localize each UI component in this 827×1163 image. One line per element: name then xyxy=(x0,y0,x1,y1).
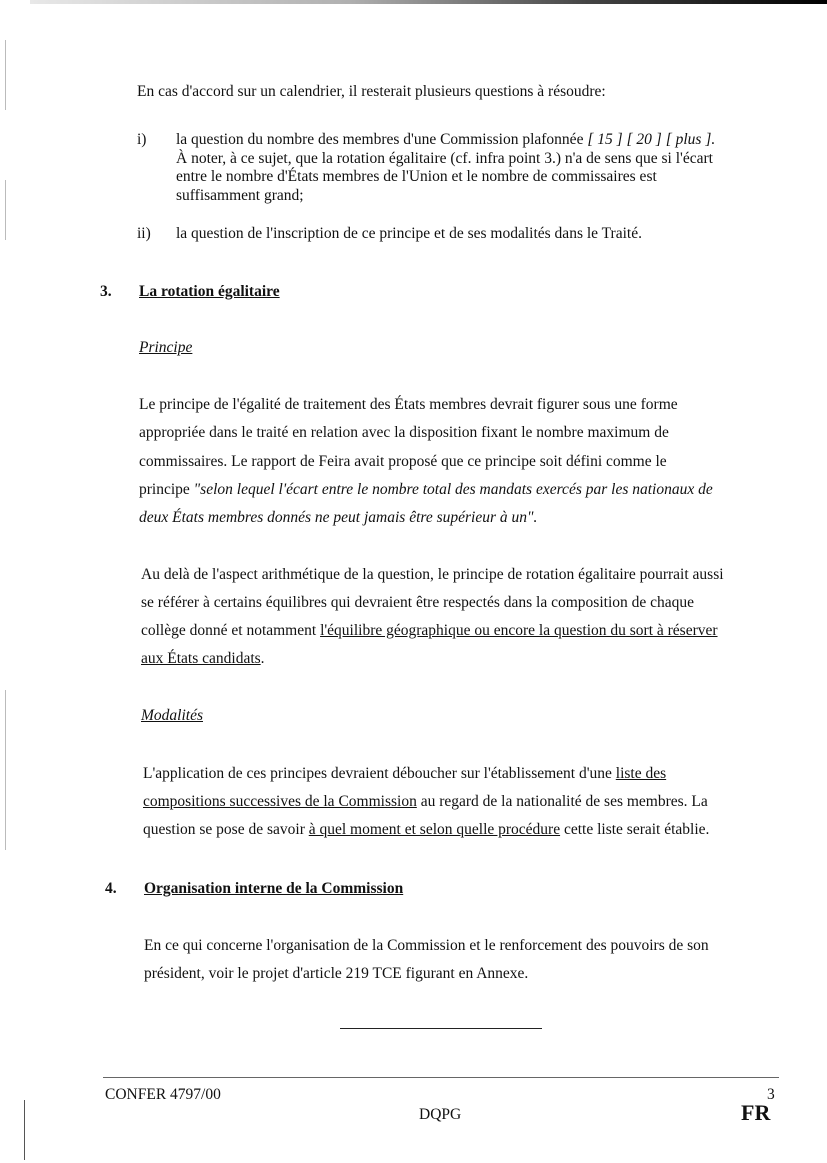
item-line: À noter, à ce sujet, que la rotation égalitaire (cf. infra point 3.) n'a de sens que si l'écart xyxy=(176,150,713,167)
paragraph-line: appropriée dans le traité en relation avec la disposition fixant le nombre maximum de xyxy=(139,424,669,441)
item-line: entre le nombre d'États membres de l'Union et le nombre de commissaires est xyxy=(176,168,657,185)
paragraph-line: En ce qui concerne l'organisation de la Commission et le renforcement des pouvoirs de son xyxy=(144,937,709,954)
paragraph-line: commissaires. Le rapport de Feira avait proposé que ce principe soit défini comme le xyxy=(139,453,667,470)
item-marker: i) xyxy=(137,131,147,148)
footer-directorate: DQPG xyxy=(419,1106,462,1123)
section-number: 4. xyxy=(105,880,117,897)
paragraph-line: compositions successives de la Commission au regard de la nationalité de ses membres. La xyxy=(143,793,708,810)
paragraph-line: président, voir le projet d'article 219 TCE figurant en Annexe. xyxy=(144,965,529,982)
underlined-phrase: aux États candidats xyxy=(141,650,261,667)
underlined-phrase: à quel moment et selon quelle procédure xyxy=(308,821,561,838)
paragraph-line: collège donné et notamment l'équilibre géographique ou encore la question du sort à réserver xyxy=(141,622,718,639)
subheading-principe: Principe xyxy=(139,339,193,356)
subheading-modalites: Modalités xyxy=(141,707,203,724)
quoted-definition: deux États membres donnés ne peut jamais être supérieur à un". xyxy=(139,509,538,526)
scan-edge-mark xyxy=(5,180,6,240)
top-scan-rule xyxy=(30,0,827,4)
footer-reference: CONFER 4797/00 xyxy=(105,1086,221,1103)
section-number: 3. xyxy=(100,283,112,300)
scan-edge-mark xyxy=(24,1100,25,1160)
intro-text: En cas d'accord sur un calendrier, il resterait plusieurs questions à résoudre: xyxy=(137,83,606,100)
footer-rule xyxy=(103,1077,779,1078)
item-options: [ 15 ] [ 20 ] [ plus ]. xyxy=(587,131,716,148)
item-line: suffisamment grand; xyxy=(176,187,304,204)
language-code: FR xyxy=(741,1100,771,1125)
paragraph-line: Au delà de l'aspect arithmétique de la question, le principe de rotation égalitaire pourrait aussi xyxy=(141,566,724,583)
scan-edge-mark xyxy=(5,40,6,110)
underlined-phrase: compositions successives de la Commission xyxy=(143,793,417,810)
paragraph-line: L'application de ces principes devraient déboucher sur l'établissement d'une liste des xyxy=(143,765,667,782)
item-marker: ii) xyxy=(137,225,151,242)
paragraph-line: se référer à certains équilibres qui devraient être respectés dans la composition de chaque xyxy=(141,594,695,611)
section-title: La rotation égalitaire xyxy=(139,283,280,300)
scan-edge-mark xyxy=(5,690,6,850)
underlined-phrase: liste des xyxy=(615,765,667,782)
item-line: la question du nombre des membres d'une Commission plafonnée [ 15 ] [ 20 ] [ plus ]. xyxy=(176,131,716,148)
paragraph-line: question se pose de savoir à quel moment et selon quelle procédure cette liste serait établie. xyxy=(143,821,710,838)
paragraph-line: aux États candidats. xyxy=(141,650,265,667)
quoted-definition: "selon lequel l'écart entre le nombre total des mandats exercés par les nationaux de xyxy=(193,481,713,498)
section-title: Organisation interne de la Commission xyxy=(144,880,404,897)
item-line: la question de l'inscription de ce principe et de ses modalités dans le Traité. xyxy=(176,225,642,242)
paragraph-line: principe "selon lequel l'écart entre le nombre total des mandats exercés par les nationaux de xyxy=(139,481,713,498)
end-of-text-rule xyxy=(340,1028,542,1029)
page-number: 3 xyxy=(767,1086,775,1103)
paragraph-line: Le principe de l'égalité de traitement des États membres devrait figurer sous une forme xyxy=(139,396,678,413)
underlined-phrase: l'équilibre géographique ou encore la question du sort à réserver xyxy=(320,622,718,639)
